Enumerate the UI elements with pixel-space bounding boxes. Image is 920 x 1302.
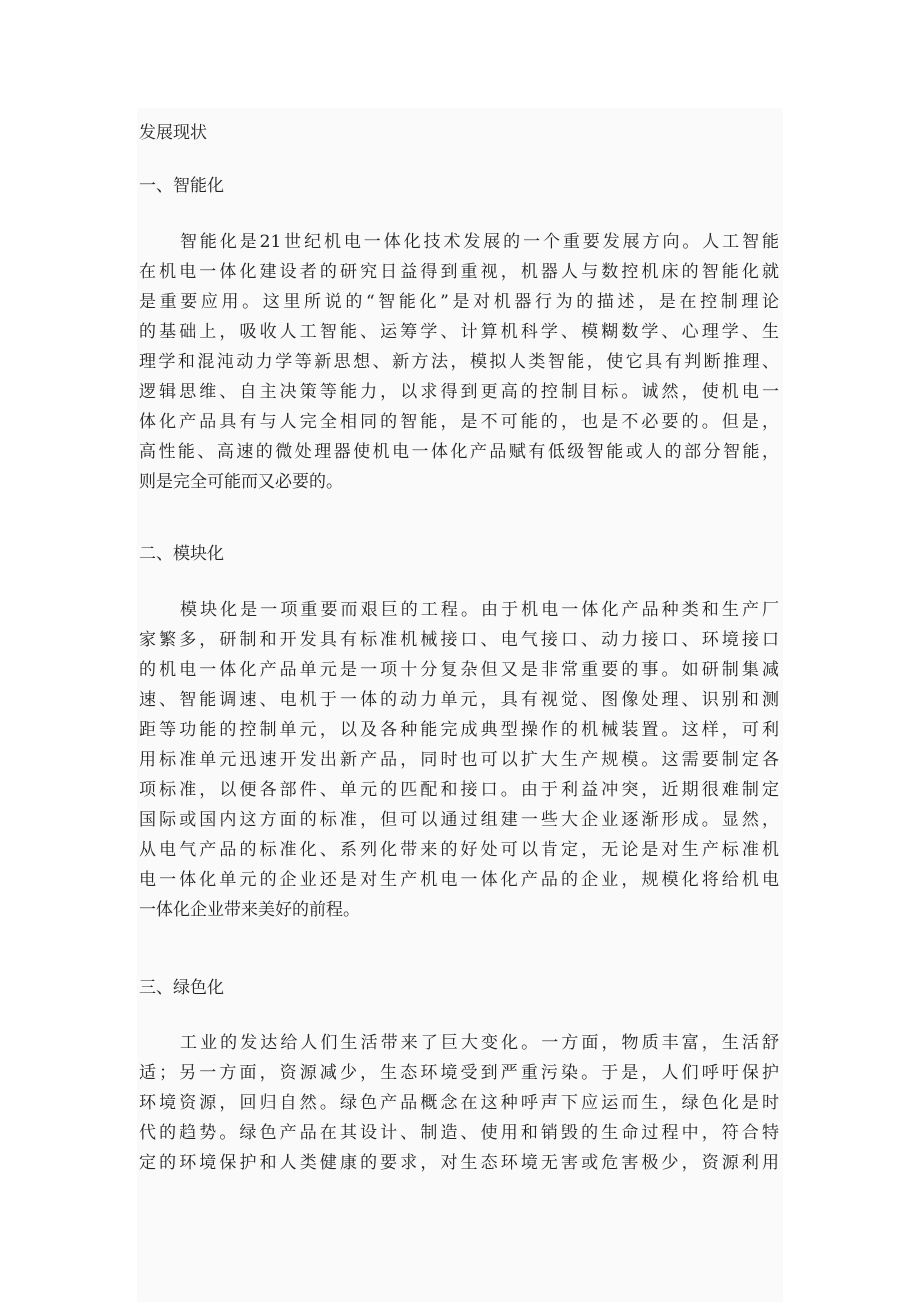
paragraph-line: 智能化是21世纪机电一体化技术发展的一个重要发展方向。人工智能 bbox=[180, 232, 779, 252]
paragraph-line: 体化产品具有与人完全相同的智能，是不可能的，也是不必要的。但是， bbox=[139, 412, 779, 432]
section-heading-modular: 二、模块化 bbox=[139, 544, 224, 564]
paragraph-line: 家繁多，研制和开发具有标准机械接口、电气接口、动力接口、环境接口 bbox=[139, 630, 779, 650]
paragraph-line: 逻辑思维、自主决策等能力，以求得到更高的控制目标。诚然，使机电一 bbox=[139, 382, 779, 402]
section-heading-green: 三、绿色化 bbox=[139, 978, 224, 998]
paragraph-line: 则是完全可能而又必要的。 bbox=[139, 472, 343, 492]
document-title: 发展现状 bbox=[139, 123, 207, 143]
paragraph-line: 距等功能的控制单元，以及各种能完成典型操作的机械装置。这样，可利 bbox=[139, 720, 779, 740]
paragraph-line: 国际或国内这方面的标准，但可以通过组建一些大企业逐渐形成。显然， bbox=[139, 810, 779, 830]
paragraph-line: 理学和混沌动力学等新思想、新方法，模拟人类智能，使它具有判断推理、 bbox=[139, 352, 779, 372]
paragraph-line: 适；另一方面，资源减少，生态环境受到严重污染。于是，人们呼吁保护 bbox=[139, 1063, 779, 1083]
section-paragraph-intelligent bbox=[139, 227, 779, 497]
section-heading-intelligent: 一、智能化 bbox=[139, 176, 224, 196]
paragraph-line: 项标准，以便各部件、单元的匹配和接口。由于利益冲突，近期很难制定 bbox=[139, 780, 779, 800]
paragraph-line: 从电气产品的标准化、系列化带来的好处可以肯定，无论是对生产标准机 bbox=[139, 840, 779, 860]
paragraph-line: 是重要应用。这里所说的“智能化”是对机器行为的描述，是在控制理论 bbox=[139, 292, 779, 312]
paragraph-line: 电一体化单元的企业还是对生产机电一体化产品的企业，规模化将给机电 bbox=[139, 870, 779, 890]
paragraph-line: 环境资源，回归自然。绿色产品概念在这种呼声下应运而生，绿色化是时 bbox=[139, 1093, 779, 1113]
paragraph-line: 速、智能调速、电机于一体的动力单元，具有视觉、图像处理、识别和测 bbox=[139, 690, 779, 710]
paragraph-line: 代的趋势。绿色产品在其设计、制造、使用和销毁的生命过程中，符合特 bbox=[139, 1123, 779, 1143]
paragraph-line: 模块化是一项重要而艰巨的工程。由于机电一体化产品种类和生产厂 bbox=[180, 600, 779, 620]
paragraph-line: 在机电一体化建设者的研究日益得到重视，机器人与数控机床的智能化就 bbox=[139, 262, 779, 282]
section-paragraph-modular bbox=[139, 595, 779, 925]
paragraph-line: 的基础上，吸收人工智能、运筹学、计算机科学、模糊数学、心理学、生 bbox=[139, 322, 779, 342]
paragraph-line: 的机电一体化产品单元是一项十分复杂但又是非常重要的事。如研制集减 bbox=[139, 660, 779, 680]
section-paragraph-green bbox=[139, 1028, 779, 1178]
paragraph-line: 工业的发达给人们生活带来了巨大变化。一方面，物质丰富，生活舒 bbox=[180, 1033, 779, 1053]
paragraph-line: 定的环境保护和人类健康的要求，对生态环境无害或危害极少，资源利用 bbox=[139, 1153, 779, 1173]
paragraph-line: 高性能、高速的微处理器使机电一体化产品赋有低级智能或人的部分智能， bbox=[139, 442, 779, 462]
paragraph-line: 一体化企业带来美好的前程。 bbox=[139, 900, 360, 920]
paragraph-line: 用标准单元迅速开发出新产品，同时也可以扩大生产规模。这需要制定各 bbox=[139, 750, 779, 770]
